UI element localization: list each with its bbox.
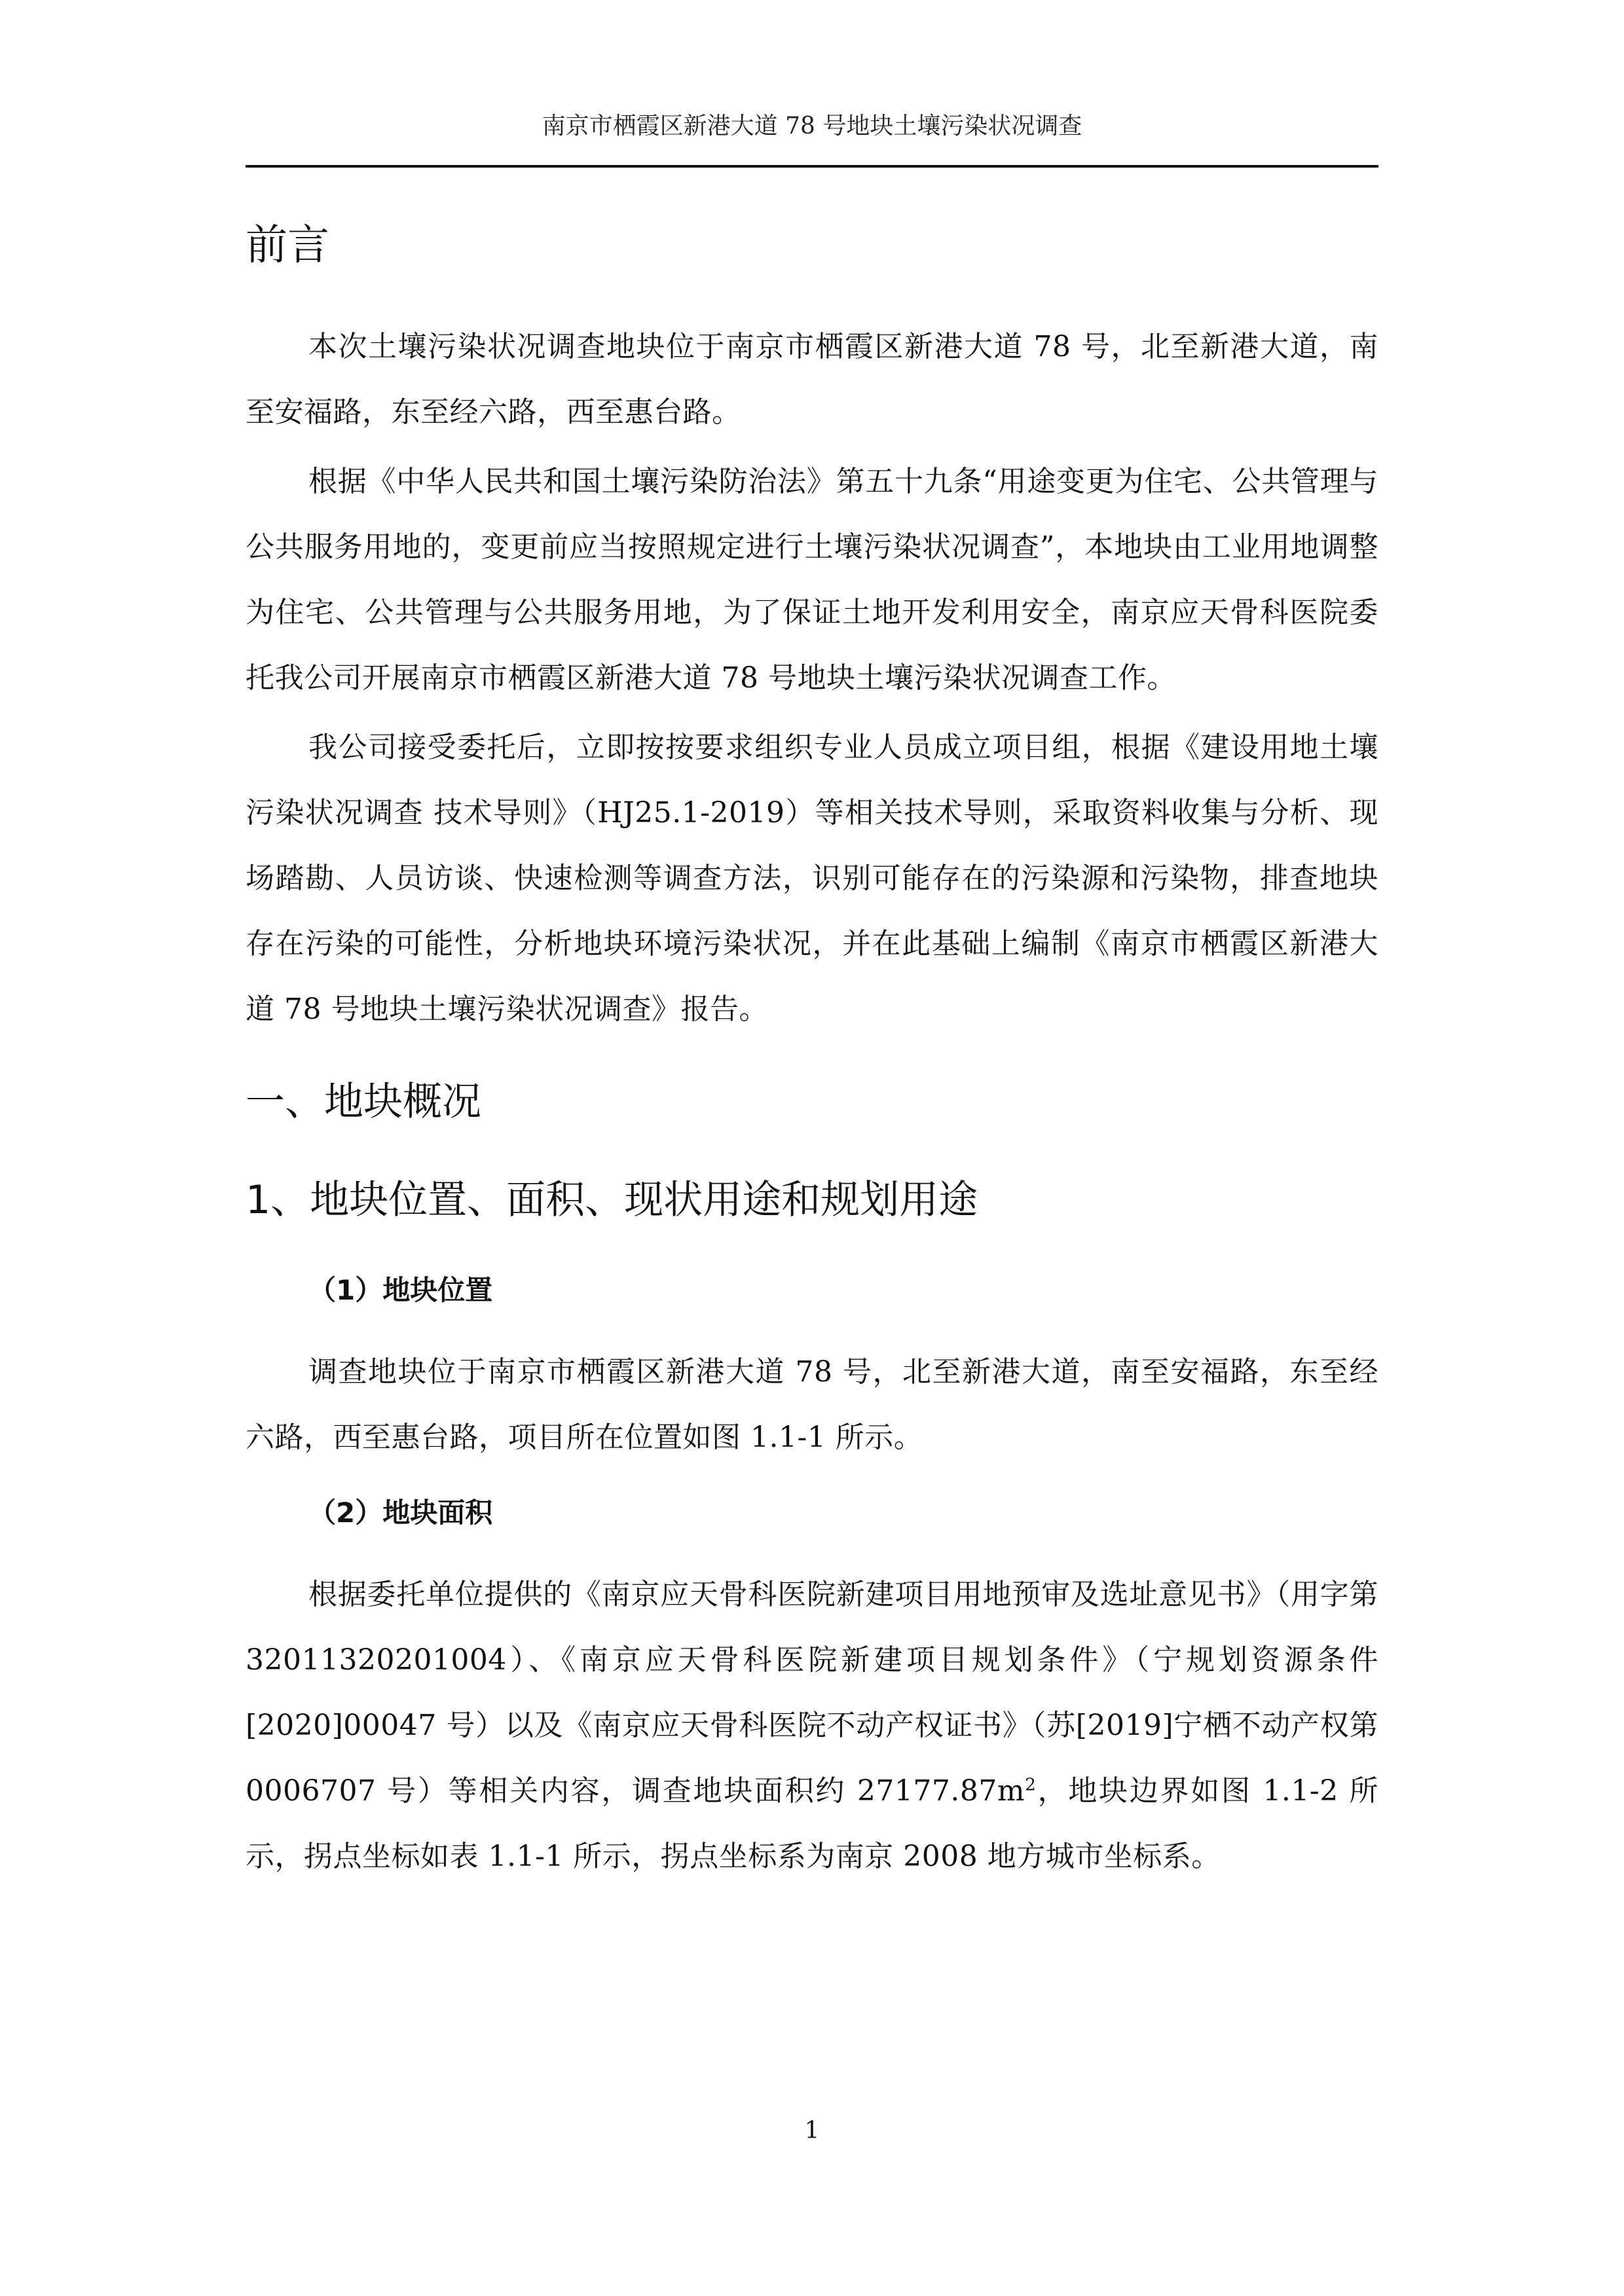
page-number: 1 bbox=[804, 2117, 820, 2144]
area-paragraph bbox=[246, 1562, 1378, 1889]
subsection-heading: 1、地块位置、面积、现状用途和规划用途 bbox=[246, 1177, 978, 1223]
running-header: 南京市栖霞区新港大道 78 号地块土壤污染状况调查 bbox=[542, 113, 1082, 139]
section-heading: 一、地块概况 bbox=[246, 1079, 481, 1125]
location-paragraph: 调查地块位于南京市栖霞区新港大道 78 号，北至新港大道，南至安福路，东至经六路，西至惠台路，项目所在位置如图 1.1-1 所示。 bbox=[246, 1355, 1378, 1454]
preface-heading: 前言 bbox=[246, 221, 329, 270]
area-unit-superscript: 2 bbox=[1025, 1774, 1037, 1795]
area-text-tail: ，地块边界如图 1.1-2 所示，拐点坐标如表 1.1-1 所示，拐点坐标系为南京 2008 地方城市坐标系。 bbox=[246, 1774, 1378, 1873]
area-text-main: 根据委托单位提供的《南京应天骨科医院新建项目用地预审及选址意见书》（用字第 32011320201004）、《南京应天骨科医院新建项目规划条件》（宁规划资源条件[2020]00047 号）以及《南京应天骨科医院不动产权证书》（苏[2019]宁栖不动产权第 0006707 号）等相关内容，调查地块面积约 27177.87m bbox=[246, 1578, 1378, 1808]
preface-paragraph-1: 本次土壤污染状况调查地块位于南京市栖霞区新港大道 78 号，北至新港大道，南至安福路，东至经六路，西至惠台路。 bbox=[246, 330, 1378, 429]
preface-paragraph-2: 根据《中华人民共和国土壤污染防治法》第五十九条“用途变更为住宅、公共管理与公共服务用地的，变更前应当按照规定进行土壤污染状况调查”，本地块由工业用地调整为住宅、公共管理与公共服务用地，为了保证土地开发利用安全，南京应天骨科医院委托我公司开展南京市栖霞区新港大道 78 号地块土壤污染状况调查工作。 bbox=[246, 465, 1378, 695]
area-heading: （2）地块面积 bbox=[308, 1497, 493, 1529]
header-divider bbox=[246, 165, 1378, 168]
location-heading: （1）地块位置 bbox=[308, 1274, 493, 1306]
preface-paragraph-3: 我公司接受委托后，立即按按要求组织专业人员成立项目组，根据《建设用地土壤污染状况调查 技术导则》（HJ25.1-2019）等相关技术导则，采取资料收集与分析、现场踏勘、人员访谈、快速检测等调查方法，识别可能存在的污染源和污染物，排查地块存在污染的可能性，分析地块环境污染状况，并在此基础上编制《南京市栖霞区新港大道 78 号地块土壤污染状况调查》报告。 bbox=[246, 731, 1378, 1026]
page-content bbox=[246, 196, 1378, 1893]
